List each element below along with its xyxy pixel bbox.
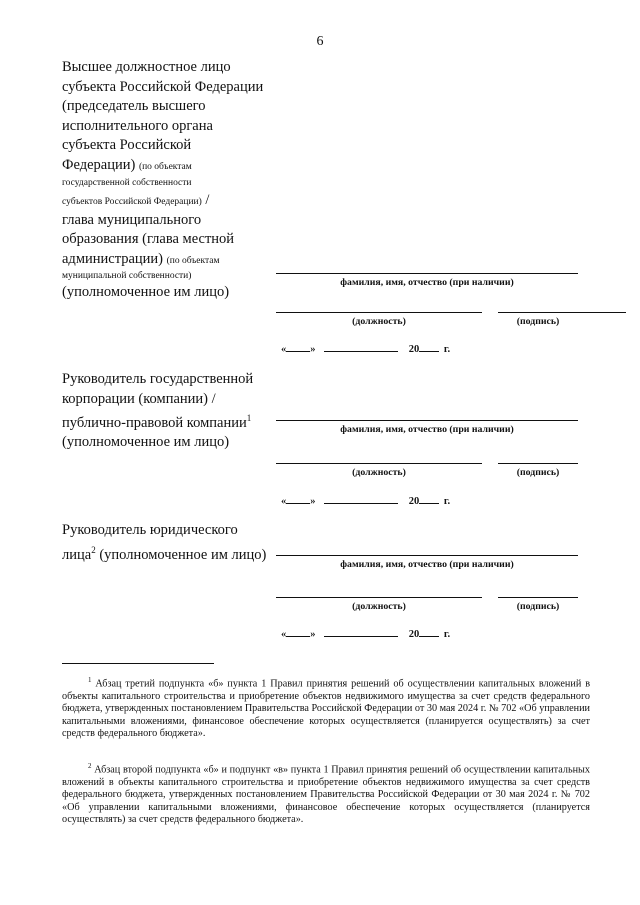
signature-line-2[interactable] [498, 463, 578, 464]
block1-line4: исполнительного органа [62, 117, 213, 134]
footnote-ref-1[interactable]: 1 [246, 413, 252, 423]
footnote-2-text: Абзац второй подпункта «б» и подпункт «в» пункта 1 Правил принятия решений об осуществлении капитальных вложений в объекты капитального строительства и приобретение объектов недвижимого имущества за счет средств федерального бюджета, утвержденных постановлением Правительства Российской Федерации от 30 мая 2024 г. № 702 «Об управлении капитальными вложениями, финансовое обеспечение которых осуществляется (планируется осуществлять) за счет средств федерального бюджета». [62, 764, 590, 826]
block2-line4: (уполномоченное им лицо) [62, 434, 230, 451]
date-year-suffix: г. [443, 629, 451, 640]
block1-note1b: государственной собственности [62, 178, 192, 188]
date-month-blank[interactable] [324, 627, 398, 637]
date-year-prefix: 20 [408, 496, 420, 507]
position-caption-1: (должность) [352, 316, 406, 327]
date-day-blank[interactable] [286, 494, 310, 504]
footnote-2-mark: 2 [88, 762, 92, 770]
block1-note1c: субъектов Российской Федерации) [62, 197, 202, 207]
date-year-blank[interactable] [419, 494, 439, 504]
block1-line7: глава муниципального [62, 211, 202, 228]
footnote-1 [62, 674, 590, 741]
block2-line3-wrap [62, 409, 253, 433]
position-line-1[interactable] [276, 312, 482, 313]
position-line-2[interactable] [276, 463, 482, 464]
date-year-suffix: г. [443, 344, 451, 355]
block1-line1: Высшее должностное лицо [62, 59, 231, 75]
date-month-blank[interactable] [324, 494, 398, 504]
footnote-2 [62, 760, 590, 827]
footnote-1-mark: 1 [88, 676, 92, 684]
date-line-3 [281, 627, 450, 640]
fio-caption-1: фамилия, имя, отчество (при наличии) [340, 277, 514, 288]
fio-line-2[interactable] [276, 420, 578, 421]
date-line-1 [281, 342, 450, 355]
signatory-block-legal-entity [62, 521, 266, 565]
position-line-3[interactable] [276, 597, 482, 598]
block1-line6: Федерации) [62, 156, 136, 173]
block1-line9: администрации) [62, 250, 164, 267]
footnote-separator [62, 663, 214, 664]
signature-caption-2: (подпись) [516, 467, 560, 478]
block2-line2: корпорации (компании) / [62, 390, 216, 407]
block1-note1c-wrap [62, 191, 263, 211]
date-year-blank[interactable] [419, 342, 439, 352]
block3-line2-wrap [62, 541, 266, 565]
block1-line5: субъекта Российской [62, 137, 192, 153]
block1-note2b: муниципальной собственности) [62, 271, 192, 281]
signatory-block-state-corp [62, 370, 253, 453]
block1-note2a: (по объектам [166, 255, 220, 266]
date-open-quote: « [281, 344, 287, 355]
date-year-prefix: 20 [408, 629, 420, 640]
page-number: 6 [316, 34, 324, 49]
block1-line3: (председатель высшего [62, 98, 206, 114]
date-close-quote: » [310, 629, 316, 640]
date-open-quote: « [281, 496, 287, 507]
position-caption-2: (должность) [352, 467, 406, 478]
block3-line2b: (уполномоченное им лицо) [95, 546, 267, 563]
date-close-quote: » [310, 496, 316, 507]
fio-line-3[interactable] [276, 555, 578, 556]
date-year-prefix: 20 [408, 344, 420, 355]
signatory-block-regional-head [62, 58, 263, 303]
footnote-ref-2[interactable]: 2 [91, 544, 96, 555]
signature-line-1[interactable] [498, 312, 626, 313]
block1-line6-wrap [62, 156, 263, 176]
block3-line2a: лица [62, 546, 92, 563]
fio-line-1[interactable] [276, 273, 578, 274]
signature-line-3[interactable] [498, 597, 578, 598]
block1-line2: субъекта Российской Федерации [62, 78, 264, 95]
date-close-quote: » [310, 344, 316, 355]
date-day-blank[interactable] [286, 342, 310, 352]
footnote-1-text: Абзац третий подпункта «б» пункта 1 Правил принятия решений об осуществлении капитальных вложений в объекты капитального строительства и приобретение объектов недвижимого имущества за счет средств федерального бюджета, утвержденных постановлением Правительства Российской Федерации от 30 мая 2024 г. № 702 «Об управлении капитальными вложениями, финансовое обеспечение которых осуществляется (планируется осуществлять) за счет средств федерального бюджета». [62, 678, 590, 740]
fio-caption-2: фамилия, имя, отчество (при наличии) [340, 424, 514, 435]
position-caption-3: (должность) [352, 601, 406, 612]
block1-line10: (уполномоченное им лицо) [62, 284, 230, 300]
block3-line1: Руководитель юридического [62, 522, 238, 538]
block2-line3: публично-правовой компании [62, 414, 247, 431]
block1-slash: / [205, 192, 210, 208]
fio-caption-3: фамилия, имя, отчество (при наличии) [340, 559, 514, 570]
date-year-suffix: г. [443, 496, 451, 507]
date-month-blank[interactable] [324, 342, 398, 352]
signature-caption-3: (подпись) [516, 601, 560, 612]
block2-line1: Руководитель государственной [62, 371, 254, 387]
date-year-blank[interactable] [419, 627, 439, 637]
block1-line9-wrap [62, 250, 263, 270]
signature-caption-1: (подпись) [516, 316, 560, 327]
block1-line8: образования (глава местной [62, 231, 235, 247]
block1-note1a: (по объектам [138, 161, 192, 172]
date-line-2 [281, 494, 450, 507]
date-open-quote: « [281, 629, 287, 640]
date-day-blank[interactable] [286, 627, 310, 637]
